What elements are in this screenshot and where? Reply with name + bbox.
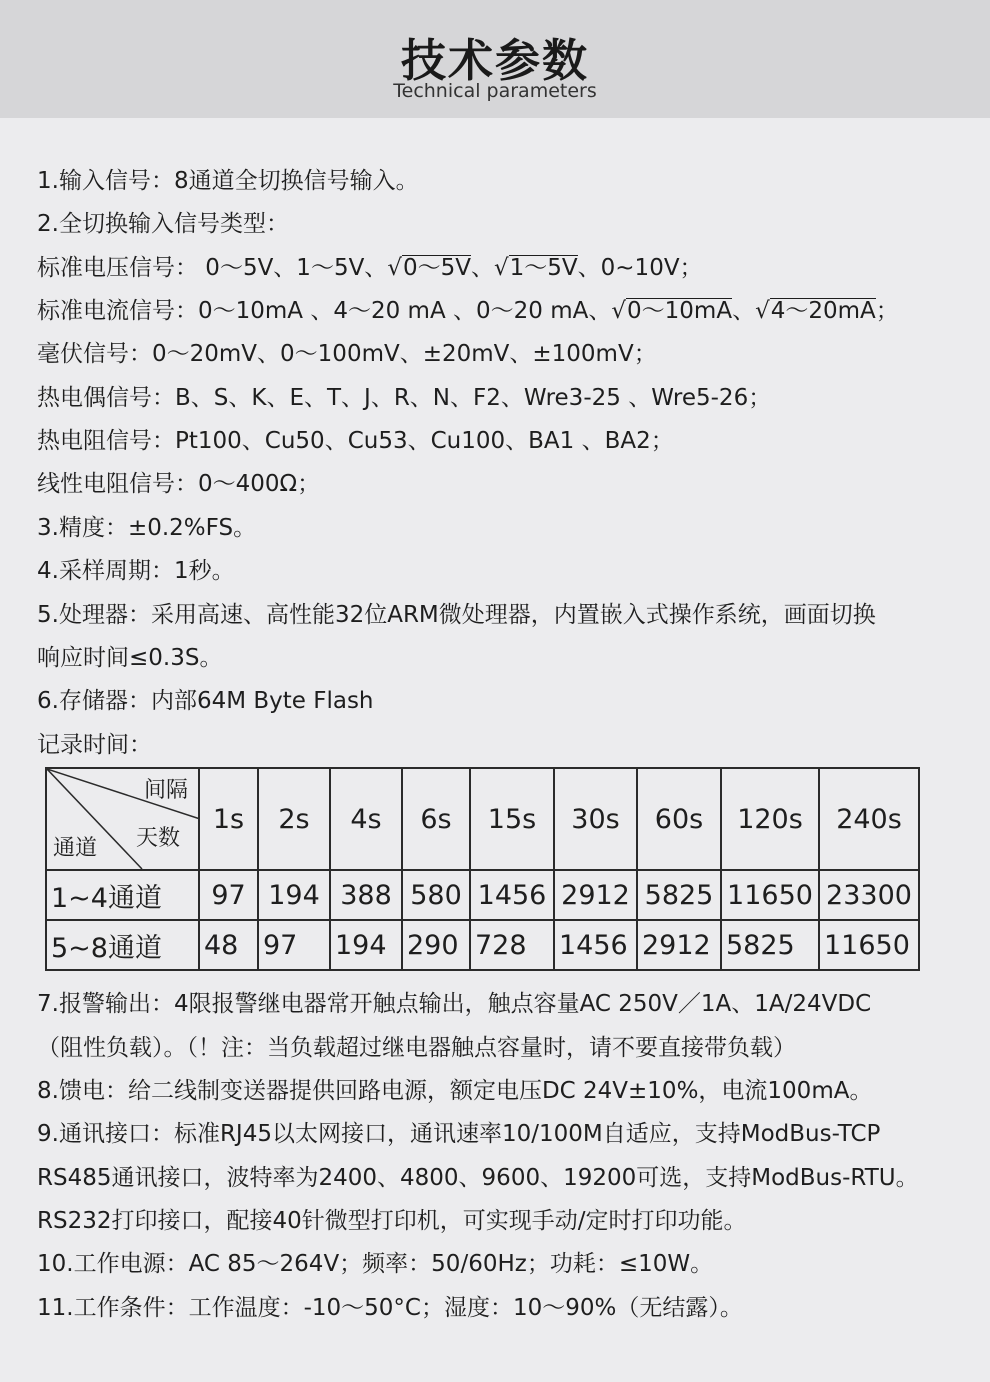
table-header-cell: 60s <box>637 768 721 870</box>
table-header-cell: 6s <box>402 768 470 870</box>
table-cell: 388 <box>330 870 402 920</box>
current-sqrt-a: 0～10mA <box>627 298 733 324</box>
table-cell: 194 <box>330 920 402 970</box>
spec-linear-resistance: 线性电阻信号：0～400Ω； <box>37 471 321 497</box>
spec-power-supply: 10.工作电源：AC 85～264V；频率：50/60Hz；功耗：≤10W。 <box>37 1251 714 1277</box>
table-cell: 728 <box>470 920 554 970</box>
spec-feed-power: 8.馈电：给二线制变送器提供回路电源，额定电压DC 24V±10%，电流100mA。 <box>37 1078 873 1104</box>
table-cell: 2912 <box>554 870 637 920</box>
spec-current-signal <box>37 292 899 325</box>
spec-sampling-period: 4.采样周期：1秒。 <box>37 558 235 584</box>
table-corner-cell <box>46 768 199 870</box>
table-header-cell: 30s <box>554 768 637 870</box>
table-cell: 23300 <box>819 870 919 920</box>
spec-voltage-signal <box>37 249 703 282</box>
spec-thermocouple-signal: 热电偶信号：B、S、K、E、T、J、R、N、F2、Wre3-25 、Wre5-26； <box>37 385 772 411</box>
voltage-sqrt-b: 1～5V <box>509 255 578 281</box>
spec-working-conditions: 11.工作条件：工作温度：-10～50°C；湿度：10～90%（无结露）。 <box>37 1295 743 1321</box>
table-cell: 5825 <box>721 920 819 970</box>
current-values-e: ； <box>875 298 899 324</box>
separator: 、 <box>470 255 494 281</box>
table-header-cell: 15s <box>470 768 554 870</box>
table-cell: 1456 <box>554 920 637 970</box>
spec-rtd-signal: 热电阻信号：Pt100、Cu50、Cu53、Cu100、BA1 、BA2； <box>37 428 674 454</box>
spec-storage: 6.存储器：内部64M Byte Flash <box>37 688 374 714</box>
spec-alarm-output-note: （阻性负载）。（！注：当负载超过继电器触点容量时，请不要直接带负载） <box>37 1035 796 1061</box>
current-sqrt-b: 4～20mA <box>770 298 876 324</box>
voltage-values-e: 、0~10V； <box>577 255 703 281</box>
table-cell: 5825 <box>637 870 721 920</box>
table-cell: 11650 <box>721 870 819 920</box>
spec-processor: 5.处理器：采用高速、高性能32位ARM微处理器，内置嵌入式操作系统，画面切换 <box>37 602 876 628</box>
page-header <box>0 0 990 118</box>
table-cell: 97 <box>258 920 330 970</box>
table-cell: 580 <box>402 870 470 920</box>
spec-comm-rs485: RS485通讯接口，波特率为2400、4800、9600、19200可选，支持ModBus-RTU。 <box>37 1165 919 1191</box>
spec-input-signal: 1.输入信号：8通道全切换信号输入。 <box>37 168 419 194</box>
table-header-row <box>46 768 919 870</box>
table-cell: 290 <box>402 920 470 970</box>
spec-processor-cont: 响应时间≤0.3S。 <box>37 645 223 671</box>
spec-signal-types: 2.全切换输入信号类型： <box>37 211 289 237</box>
spec-comm-rs232: RS232打印接口，配接40针微型打印机，可实现手动/定时打印功能。 <box>37 1208 747 1234</box>
voltage-values-a: 0～5V、1～5V、 <box>198 255 388 281</box>
table-cell: 2912 <box>637 920 721 970</box>
corner-label-interval: 间隔 <box>143 778 188 803</box>
sqrt-symbol: √ <box>493 255 509 281</box>
voltage-label: 标准电压信号： <box>37 255 198 281</box>
table-row-label: 1~4通道 <box>46 870 199 920</box>
spec-millivolt-signal: 毫伏信号：0～20mV、0～100mV、±20mV、±100mV； <box>37 341 657 367</box>
corner-label-days: 天数 <box>135 826 180 851</box>
spec-comm-ethernet: 9.通讯接口：标准RJ45以太网接口，通讯速率10/100M自适应，支持ModBus-TCP <box>37 1121 881 1147</box>
table-cell: 194 <box>258 870 330 920</box>
table-cell: 97 <box>199 870 258 920</box>
current-label: 标准电流信号： <box>37 298 198 324</box>
spec-record-time: 记录时间： <box>37 732 152 758</box>
voltage-sqrt-a: 0～5V <box>402 255 471 281</box>
record-time-table <box>45 767 920 971</box>
table-cell: 11650 <box>819 920 919 970</box>
spec-alarm-output: 7.报警输出：4限报警继电器常开触点输出，触点容量AC 250V／1A、1A/24VDC <box>37 991 872 1017</box>
table-header-cell: 4s <box>330 768 402 870</box>
separator: 、 <box>732 298 756 324</box>
table-cell: 1456 <box>470 870 554 920</box>
table-header-cell: 240s <box>819 768 919 870</box>
corner-label-channel: 通道 <box>53 836 98 861</box>
page-title: 技术参数 <box>400 34 589 87</box>
table-row <box>46 920 919 970</box>
page-subtitle: Technical parameters <box>393 80 597 102</box>
table-cell: 48 <box>199 920 258 970</box>
table-header-cell: 120s <box>721 768 819 870</box>
sqrt-symbol: √ <box>755 298 770 324</box>
table-row-label: 5~8通道 <box>46 920 199 970</box>
table-row <box>46 870 919 920</box>
table-header-cell: 2s <box>258 768 330 870</box>
sqrt-symbol: √ <box>387 255 402 281</box>
table-header-cell: 1s <box>199 768 258 870</box>
sqrt-symbol: √ <box>611 298 627 324</box>
current-values-a: 0～10mA 、4～20 mA 、0～20 mA、 <box>198 298 612 324</box>
spec-accuracy: 3.精度：±0.2%FS。 <box>37 515 257 541</box>
